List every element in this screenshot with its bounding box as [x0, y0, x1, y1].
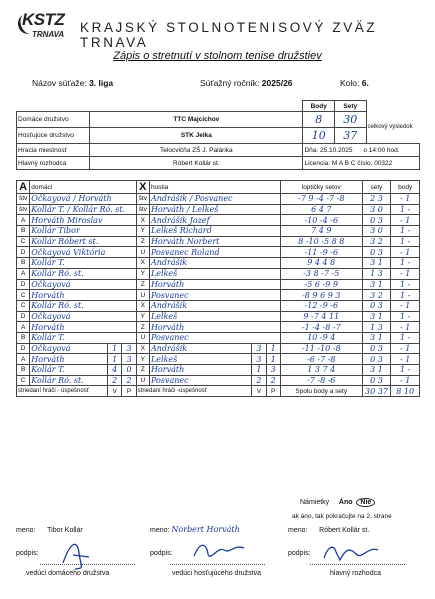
- set-scores: -7 -8 -6: [280, 375, 362, 386]
- away-player: Andrášik: [149, 258, 280, 269]
- home-slot-letter: D: [17, 247, 30, 258]
- home-slot-letter: štv: [17, 204, 30, 215]
- set-scores: 9 -7 4 11: [280, 311, 362, 322]
- away-player: Horváth: [149, 322, 280, 333]
- table-row: [17, 268, 420, 279]
- footer-home-p: P: [122, 386, 136, 397]
- home-sub-p: 3: [122, 354, 136, 365]
- set-scores: -11 -9 -6: [280, 247, 362, 258]
- home-player: Kollár T.: [30, 332, 136, 343]
- table-row: [17, 236, 420, 247]
- licence-field: Licencia: M A B C číslo: 00322: [303, 157, 420, 170]
- table-row: [17, 354, 420, 365]
- competition-value: 3. liga: [89, 78, 114, 88]
- away-slot-letter: Z: [136, 279, 149, 290]
- points-result: - 1: [391, 194, 420, 205]
- home-slot-letter: C: [17, 375, 30, 386]
- date-value: 25.10.2025: [320, 146, 353, 154]
- sets-result: 1 3: [362, 268, 391, 279]
- sets-result: 3 1: [362, 258, 391, 269]
- away-leader-name: Norbert Horváth: [171, 525, 240, 534]
- set-scores: 1 3 7 4: [280, 365, 362, 376]
- home-player: Kollár Ró. st.: [30, 300, 136, 311]
- sets-result: 3 0: [362, 226, 391, 237]
- away-sub-v: 3: [252, 354, 266, 365]
- sets-result: 0 3: [362, 343, 391, 354]
- away-player: Horváth: [149, 365, 251, 376]
- table-row: [17, 365, 420, 376]
- home-player: Horváth: [30, 354, 108, 365]
- away-slot-letter: X: [136, 258, 149, 269]
- home-slot-letter: D: [17, 311, 30, 322]
- home-player: Kollár Ró. st.: [30, 375, 108, 386]
- home-slot-letter: B: [17, 365, 30, 376]
- set-scores: -1 -4 -8 -7: [280, 322, 362, 333]
- sets-result: 0 3: [362, 215, 391, 226]
- col-header-sety: sety: [362, 181, 391, 194]
- table-row: [17, 311, 420, 322]
- sets-result: 3 1: [362, 365, 391, 376]
- table-row: [17, 322, 420, 333]
- sets-result: 1 3: [362, 322, 391, 333]
- col-header-x: X: [136, 181, 149, 194]
- table-row: [17, 375, 420, 386]
- away-player: Horváth / Lelkeš: [149, 204, 280, 215]
- away-player: Horváth: [149, 279, 280, 290]
- season-value: 2025/26: [261, 78, 293, 88]
- away-slot-letter: Z: [136, 236, 149, 247]
- away-player: Lelkeš Richard: [149, 226, 280, 237]
- away-slot-letter: U: [136, 290, 149, 301]
- away-slot-letter: U: [136, 375, 149, 386]
- home-slot-letter: A: [17, 268, 30, 279]
- points-result: - 1: [391, 354, 420, 365]
- home-sub-v: 4: [108, 365, 122, 376]
- table-row: [17, 290, 420, 301]
- home-sety: 30: [335, 112, 367, 128]
- sets-result: 3 2: [362, 290, 391, 301]
- home-signature-field: podpis:: [16, 550, 39, 557]
- away-signature: [190, 538, 250, 564]
- home-body: 8: [303, 112, 335, 128]
- home-player: Kollár T. / Kollár Ró. st.: [30, 204, 136, 215]
- home-player: Kollár T.: [30, 365, 108, 376]
- footer-home-v: V: [108, 386, 122, 397]
- total-sets: 30 37: [362, 386, 391, 397]
- home-slot-letter: C: [17, 236, 30, 247]
- away-player: Posvanec: [149, 290, 280, 301]
- points-result: 1 -: [391, 226, 420, 237]
- away-player: Andrášik: [149, 343, 251, 354]
- home-player: Očkayová: [30, 343, 108, 354]
- col-header-away: hostia: [149, 181, 280, 194]
- home-player: Očkayová: [30, 279, 136, 290]
- referee-caption: hlavný rozhodca: [330, 570, 381, 577]
- home-player: Horváth: [30, 290, 136, 301]
- set-scores: -12 -9 -6: [280, 300, 362, 311]
- away-slot-letter: X: [136, 215, 149, 226]
- set-scores: -6 -7 -8: [280, 354, 362, 365]
- referee-signature-field: podpis:: [288, 550, 311, 557]
- away-slot-letter: Z: [136, 322, 149, 333]
- away-slot-letter: Y: [136, 268, 149, 279]
- away-player: Lelkeš: [149, 268, 280, 279]
- round-value: 6.: [361, 78, 369, 88]
- set-scores: -3 8 -7 -5: [280, 268, 362, 279]
- away-player: Lelkeš: [149, 311, 280, 322]
- points-result: - 1: [391, 322, 420, 333]
- home-slot-letter: B: [17, 332, 30, 343]
- sets-result: 0 3: [362, 375, 391, 386]
- points-result: 1 -: [391, 279, 420, 290]
- points-result: - 1: [391, 343, 420, 354]
- set-scores: -7 9 -4 -7 -8: [280, 194, 362, 205]
- referee-signature-line: [310, 564, 405, 565]
- competition-field: Názov súťaže: 3. liga: [32, 78, 114, 88]
- home-slot-letter: D: [17, 279, 30, 290]
- protest-yes: Áno: [338, 499, 353, 506]
- table-row: [17, 204, 420, 215]
- away-slot-letter: Y: [136, 226, 149, 237]
- table-row: [17, 332, 420, 343]
- points-result: 1 -: [391, 332, 420, 343]
- home-player: Horváth Miroslav: [30, 215, 136, 226]
- footer-away-subs: striedaní hráči -úspešnosť: [136, 386, 252, 397]
- away-slot-letter: X: [136, 343, 149, 354]
- home-player: Kollár T.: [30, 258, 136, 269]
- sets-result: 3 1: [362, 311, 391, 322]
- set-scores: -11 -10 -8: [280, 343, 362, 354]
- sets-result: 3 0: [362, 204, 391, 215]
- set-scores: -8 9 6 9 3: [280, 290, 362, 301]
- away-player: Lelkeš: [149, 354, 251, 365]
- home-leader-caption: vedúci domáceho družstva: [26, 570, 110, 577]
- referee-label: Hlavný rozhodca: [17, 157, 90, 170]
- referee-name: Róbert Kollár st.: [319, 527, 370, 534]
- col-header-home: domáci: [30, 181, 136, 194]
- sets-result: 0 3: [362, 354, 391, 365]
- away-slot-letter: štv: [136, 194, 149, 205]
- points-result: - 1: [391, 268, 420, 279]
- away-leader-caption: vedúci hosťujúceho družstva: [172, 570, 262, 577]
- sets-result: 2 3: [362, 194, 391, 205]
- points-result: 1 -: [391, 290, 420, 301]
- home-player: Očkayová / Horváth: [30, 194, 136, 205]
- set-scores: 6 4 7: [280, 204, 362, 215]
- sets-result: 3 1: [362, 332, 391, 343]
- away-player: Andrášik / Posvanec: [149, 194, 280, 205]
- document-title: Zápis o stretnutí v stolnom tenise družstiev: [113, 50, 322, 62]
- away-leader-name-field: meno: Norbert Horváth: [150, 525, 240, 534]
- table-row: [17, 300, 420, 311]
- away-sub-p: 2: [266, 375, 280, 386]
- sety-header: Sety: [335, 101, 367, 112]
- points-result: - 1: [391, 375, 420, 386]
- licence-number: 00322: [374, 159, 393, 167]
- home-leader-name-field: meno: Tibor Kollár: [16, 527, 83, 534]
- table-row: [17, 247, 420, 258]
- away-player: Posvanec Roland: [149, 247, 280, 258]
- home-player: Kollár Tibor: [30, 226, 136, 237]
- venue-label: Hracia miestnosť: [17, 144, 90, 157]
- away-player: Posvanec: [149, 375, 251, 386]
- points-result: - 1: [391, 247, 420, 258]
- referee-name-field: meno: Róbert Kollár st.: [288, 527, 370, 534]
- table-row: [17, 194, 420, 205]
- home-sub-v: 1: [108, 343, 122, 354]
- home-slot-letter: A: [17, 354, 30, 365]
- away-signature-field: podpis:: [150, 550, 173, 557]
- away-body: 10: [303, 128, 335, 144]
- sets-result: 3 2: [362, 236, 391, 247]
- licence-letters: M A B C: [331, 159, 356, 167]
- kstz-logo: [16, 8, 74, 42]
- table-row: [17, 215, 420, 226]
- away-player: Andrášik Jozef: [149, 215, 280, 226]
- header: [0, 0, 435, 50]
- home-slot-letter: B: [17, 226, 30, 237]
- sets-result: 0 3: [362, 247, 391, 258]
- col-header-body: body: [391, 181, 420, 194]
- footer-home-subs: striedaní hráči - úspešnosť: [17, 386, 108, 397]
- home-signature-line: [40, 564, 135, 565]
- set-scores: 10 -9 4: [280, 332, 362, 343]
- date-field: Dňa: 25.10.2025 o 14:00 hod.: [303, 144, 420, 157]
- season-field: Súťažný ročník: 2025/26: [200, 78, 293, 88]
- away-sub-p: 3: [266, 365, 280, 376]
- home-player: Kollár Róbert st.: [30, 236, 136, 247]
- referee-value: Róbert Kollár st.: [90, 157, 303, 170]
- away-slot-letter: U: [136, 247, 149, 258]
- points-result: - 1: [391, 215, 420, 226]
- home-team-label: Domáce družstvo: [17, 112, 90, 128]
- points-result: 1 -: [391, 204, 420, 215]
- body-header: Body: [303, 101, 335, 112]
- home-leader-name: Tibor Kollár: [47, 527, 83, 534]
- home-team-name: TTC Majcichov: [90, 112, 303, 128]
- set-scores: -5 6 -9 9: [280, 279, 362, 290]
- round-field: Kolo: 6.: [340, 78, 369, 88]
- time-value: o 14:00: [363, 146, 386, 154]
- away-player: Andrášik: [149, 300, 280, 311]
- home-signature: [55, 533, 95, 573]
- set-scores: 9 4 4 8: [280, 258, 362, 269]
- venue-value: Telocvičňa ZŠ J. Palárika: [90, 144, 303, 157]
- home-slot-letter: C: [17, 300, 30, 311]
- col-header-sets: loptičky setov: [280, 181, 362, 194]
- away-slot-letter: Z: [136, 365, 149, 376]
- home-slot-letter: A: [17, 215, 30, 226]
- set-scores: -10 -4 -6: [280, 215, 362, 226]
- away-player: Horváth Norbert: [149, 236, 280, 247]
- home-player: Očkayová Viktória: [30, 247, 136, 258]
- away-slot-letter: X: [136, 300, 149, 311]
- points-result: - 1: [391, 300, 420, 311]
- match-info-table: [16, 100, 420, 170]
- sets-result: 0 3: [362, 300, 391, 311]
- home-sub-p: 2: [122, 375, 136, 386]
- match-results-table: [16, 180, 420, 397]
- table-row: [17, 343, 420, 354]
- footer-away-v: V: [252, 386, 266, 397]
- away-sub-v: 3: [252, 343, 266, 354]
- home-player: Očkayová: [30, 311, 136, 322]
- organization-name: KRAJSKÝ STOLNOTENISOVÝ ZVÄZ TRNAVA: [80, 20, 378, 50]
- continue-note: ak áno, tak pokračujte na 2. strane: [292, 513, 392, 520]
- away-sety: 37: [335, 128, 367, 144]
- home-slot-letter: C: [17, 290, 30, 301]
- away-team-name: STK Jelka: [90, 128, 303, 144]
- logo-text: KSTZ: [22, 10, 65, 29]
- away-player: Posvanec: [149, 332, 280, 343]
- away-sub-v: 1: [252, 365, 266, 376]
- total-label: Spolu body a sety: [280, 386, 362, 397]
- home-slot-letter: B: [17, 258, 30, 269]
- away-sub-p: 1: [266, 354, 280, 365]
- home-slot-letter: D: [17, 343, 30, 354]
- points-result: 1 -: [391, 236, 420, 247]
- away-signature-line: [170, 564, 265, 565]
- sets-result: 3 1: [362, 279, 391, 290]
- home-player: Kollár Ró. st.: [30, 268, 136, 279]
- home-sub-p: 0: [122, 365, 136, 376]
- home-player: Horváth: [30, 322, 136, 333]
- referee-signature: [320, 538, 390, 566]
- away-slot-letter: Y: [136, 354, 149, 365]
- footer-away-p: P: [266, 386, 280, 397]
- away-slot-letter: štv: [136, 204, 149, 215]
- home-sub-p: 3: [122, 343, 136, 354]
- table-row: [17, 279, 420, 290]
- points-result: 1 -: [391, 365, 420, 376]
- away-team-label: Hosťujúce družstvo: [17, 128, 90, 144]
- protest-no-circled: Nie: [356, 498, 375, 507]
- home-sub-v: 1: [108, 354, 122, 365]
- points-result: 1 -: [391, 258, 420, 269]
- away-slot-letter: U: [136, 332, 149, 343]
- home-slot-letter: A: [17, 322, 30, 333]
- points-result: 1 -: [391, 311, 420, 322]
- set-scores: 7 4 9: [280, 226, 362, 237]
- away-sub-v: 2: [252, 375, 266, 386]
- home-sub-v: 2: [108, 375, 122, 386]
- table-row: [17, 226, 420, 237]
- home-slot-letter: štv: [17, 194, 30, 205]
- total-body: 8 10: [391, 386, 420, 397]
- set-scores: 8 -10 -5 8 8: [280, 236, 362, 247]
- away-slot-letter: Y: [136, 311, 149, 322]
- protest-field: [300, 498, 375, 507]
- away-sub-p: 1: [266, 343, 280, 354]
- logo-subtext: TRNAVA: [32, 30, 65, 39]
- col-header-a: A: [17, 181, 30, 194]
- overall-result-label: celkový výsledok: [367, 124, 413, 131]
- table-row: [17, 258, 420, 269]
- protest-label: Námietky: [300, 499, 330, 506]
